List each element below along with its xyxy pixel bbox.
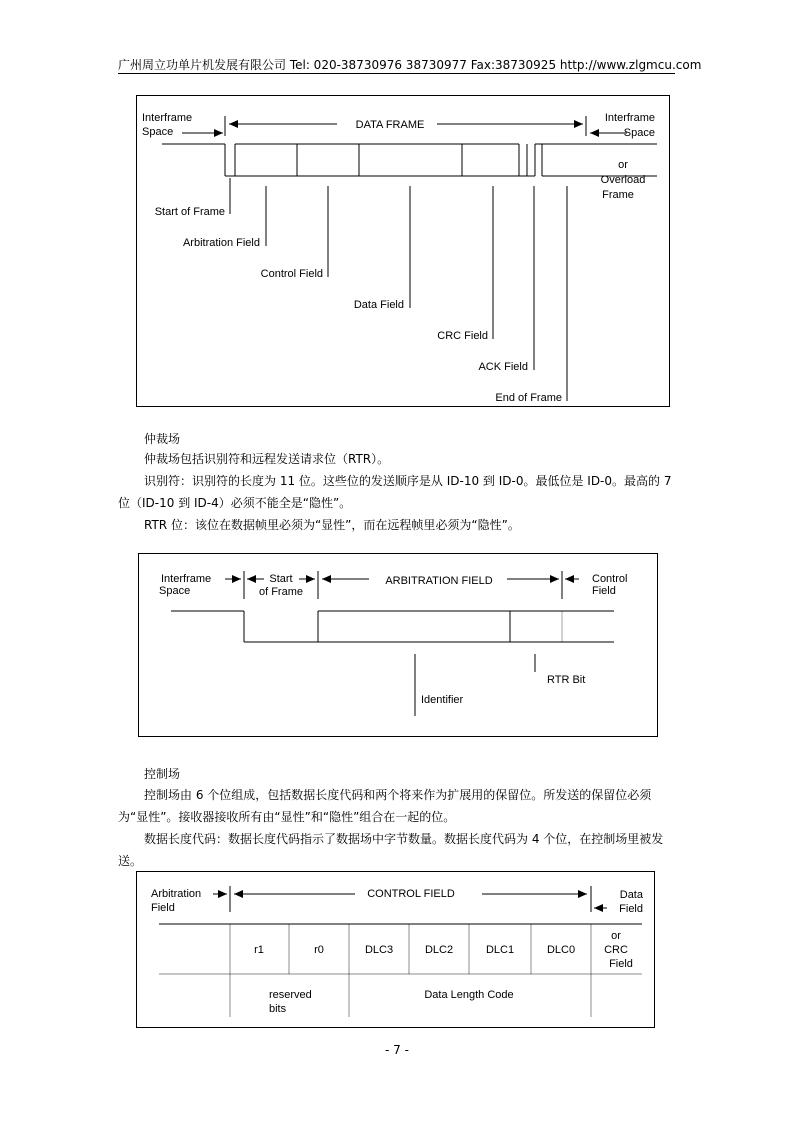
left-space-label-2: Space [142, 126, 174, 138]
label-ack-field: ACK Field [478, 361, 528, 373]
arbitration-label-1: Arbitration [151, 888, 202, 900]
control-label-2: Field [592, 585, 616, 597]
cell-r1: r1 [254, 944, 264, 956]
cell-dlc0: DLC0 [546, 944, 576, 956]
left-space-label-1: Interframe [142, 112, 193, 124]
control-field-diagram [137, 872, 654, 1027]
data-field-label-1: Data [619, 889, 643, 901]
cell-r0: r0 [314, 944, 324, 956]
arbitration-label-2: Field [151, 902, 175, 914]
page-number: - 7 - [385, 1043, 409, 1057]
section1-body [118, 448, 675, 536]
label-control-field: Control Field [260, 268, 323, 280]
section1-paragraph-3: RTR 位：该位在数据帧里必须为“显性”，而在远程帧里必须为“隐性”。 [144, 518, 520, 532]
arbitration-field-title: ARBITRATION FIELD [385, 575, 493, 587]
label-end-of-frame: End of Frame [495, 392, 562, 404]
data-frame-title: DATA FRAME [355, 119, 425, 131]
label-arbitration-field: Arbitration Field [182, 237, 260, 249]
or-label-2: CRC [604, 944, 628, 956]
label-crc-field: CRC Field [437, 330, 488, 342]
right-space-label-1: Interframe [604, 112, 655, 124]
right-or-label-3: Frame [602, 189, 634, 201]
data-frame-figure [136, 95, 670, 407]
reserved-bits-label-1: reserved [269, 989, 312, 1001]
identifier-label: Identifier [421, 694, 464, 706]
right-or-label-1: or [618, 159, 628, 171]
section-title-arbitration: 仲裁场 [144, 432, 181, 446]
cell-dlc1: DLC1 [485, 944, 515, 956]
left-space-label-2: Space [159, 585, 191, 597]
section2-paragraph-2: 数据长度代码：数据长度代码指示了数据场中字节数量。数据长度代码为 4 个位，在控制场里被发送。 [118, 832, 664, 868]
data-field-label-2: Field [619, 903, 643, 915]
section2-body [118, 784, 675, 872]
control-field-figure [136, 871, 655, 1028]
arbitration-field-diagram [139, 554, 657, 736]
or-label-3: Field [609, 958, 633, 970]
left-space-label-1: Interframe [161, 573, 212, 585]
data-frame-diagram [137, 96, 669, 406]
control-field-title: CONTROL FIELD [367, 888, 455, 900]
arbitration-field-figure [138, 553, 658, 737]
cell-dlc3: DLC3 [364, 944, 394, 956]
data-length-code-label: Data Length Code [424, 989, 514, 1001]
right-space-label-2: Space [623, 127, 655, 139]
sof-label-2: of Frame [258, 586, 304, 598]
right-or-label-2: Overload [600, 174, 646, 186]
label-data-field: Data Field [353, 299, 404, 311]
rtr-bit-label: RTR Bit [547, 674, 586, 686]
label-start-of-frame: Start of Frame [154, 206, 225, 218]
page-header: 广州周立功单片机发展有限公司 Tel: 020-38730976 38730977 Fax:38730925 http://www.zlgmcu.com [118, 58, 702, 72]
section1-paragraph-1: 仲裁场包括识别符和远程发送请求位（RTR）。 [144, 452, 390, 466]
header-rule [118, 73, 675, 74]
section-title-control: 控制场 [144, 767, 181, 781]
or-label-1: or [611, 930, 621, 942]
section2-paragraph-1: 控制场由 6 个位组成，包括数据长度代码和两个将来作为扩展用的保留位。所发送的保留位必须为“显性”。接收器接收所有由“显性”和“隐性”组合在一起的位。 [118, 788, 652, 824]
reserved-bits-label-2: bits [269, 1003, 287, 1015]
cell-dlc2: DLC2 [424, 944, 454, 956]
sof-label-1: Start [269, 573, 293, 585]
section1-paragraph-2: 识别符：识别符的长度为 11 位。这些位的发送顺序是从 ID-10 到 ID-0。最低位是 ID-0。最高的 7 位（ID-10 到 ID-4）必须不能全是“隐性”。 [118, 474, 672, 510]
control-label-1: Control [592, 573, 628, 585]
